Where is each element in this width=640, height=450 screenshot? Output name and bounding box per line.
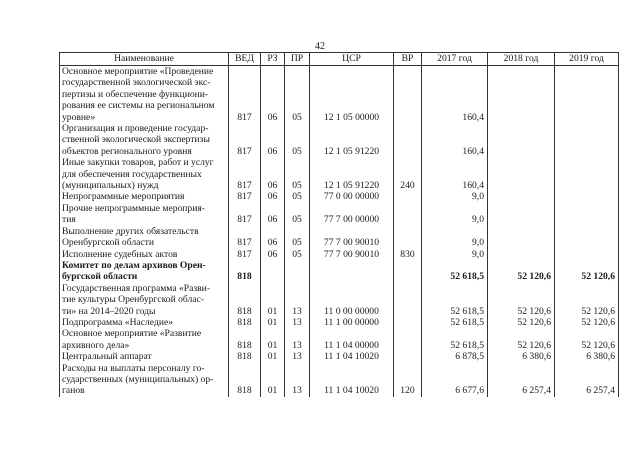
row-name-line: государственной экологической экс- xyxy=(62,77,211,89)
row-2018: 6 380,6 xyxy=(488,351,555,362)
row-2017: 9,0 xyxy=(422,191,488,202)
row-pr: 05 xyxy=(285,66,310,124)
table-row xyxy=(60,260,619,283)
row-vr xyxy=(394,351,422,362)
row-name-line: Государственная программа «Разви- xyxy=(62,282,211,294)
row-csr: 12 1 05 91220 xyxy=(310,157,394,191)
row-vr: 120 xyxy=(394,363,422,397)
row-name-line: Основное мероприятие «Развитие xyxy=(62,328,202,340)
row-csr: 12 1 05 91220 xyxy=(310,123,394,157)
row-name-line: ти» на 2014–2020 годы xyxy=(62,305,156,317)
row-2018 xyxy=(488,191,555,202)
table-row xyxy=(60,203,619,226)
row-rz: 06 xyxy=(261,191,285,202)
row-2018: 52 120,6 xyxy=(488,328,555,351)
table-row xyxy=(60,249,619,260)
row-name xyxy=(60,363,229,397)
row-rz: 06 xyxy=(261,249,285,260)
row-2019: 52 120,6 xyxy=(555,260,619,283)
row-rz: 06 xyxy=(261,123,285,157)
row-csr: 11 1 00 00000 xyxy=(310,317,394,328)
row-name-line: пертизы и обеспечение функциони- xyxy=(62,88,209,100)
row-2017: 52 618,5 xyxy=(422,328,488,351)
row-ved: 817 xyxy=(229,157,261,191)
row-vr xyxy=(394,328,422,351)
row-rz: 01 xyxy=(261,317,285,328)
row-ved: 818 xyxy=(229,328,261,351)
row-name xyxy=(60,123,229,157)
row-name-line: уровне» xyxy=(62,111,96,123)
row-csr: 11 1 04 10020 xyxy=(310,363,394,397)
row-rz: 01 xyxy=(261,363,285,397)
row-pr: 05 xyxy=(285,191,310,202)
table-header-row xyxy=(60,53,619,66)
row-name xyxy=(60,249,229,260)
table-row xyxy=(60,328,619,351)
row-2017: 9,0 xyxy=(422,249,488,260)
row-2018 xyxy=(488,123,555,157)
row-ved: 818 xyxy=(229,317,261,328)
row-vr xyxy=(394,283,422,317)
row-rz: 06 xyxy=(261,226,285,249)
row-2017: 9,0 xyxy=(422,226,488,249)
row-ved: 817 xyxy=(229,226,261,249)
row-vr xyxy=(394,123,422,157)
row-2018: 52 120,6 xyxy=(488,260,555,283)
row-name-line: Иные закупки товаров, работ и услуг xyxy=(62,157,214,169)
row-csr: 77 7 00 90010 xyxy=(310,226,394,249)
row-name xyxy=(60,328,229,351)
row-pr: 05 xyxy=(285,123,310,157)
row-name-line: Основное мероприятие «Проведение xyxy=(62,66,214,77)
table-row xyxy=(60,363,619,397)
row-name-line: ганов xyxy=(62,385,85,397)
row-vr xyxy=(394,203,422,226)
table-row xyxy=(60,226,619,249)
row-vr: 830 xyxy=(394,249,422,260)
row-2019 xyxy=(555,157,619,191)
table-row xyxy=(60,351,619,362)
row-name-line: ственной экологической экспертизы xyxy=(62,134,210,146)
row-ved: 817 xyxy=(229,249,261,260)
row-rz: 01 xyxy=(261,328,285,351)
row-name-line: объектов регионального уровня xyxy=(62,145,192,157)
row-ved: 818 xyxy=(229,260,261,283)
row-2017: 52 618,5 xyxy=(422,317,488,328)
row-2019 xyxy=(555,203,619,226)
row-rz: 01 xyxy=(261,351,285,362)
row-name xyxy=(60,351,229,362)
row-ved: 817 xyxy=(229,66,261,124)
row-2018 xyxy=(488,66,555,124)
row-name-line: Расходы на выплаты персоналу го- xyxy=(62,362,205,374)
row-name-line: рования ее системы на региональном xyxy=(62,100,215,112)
row-name-line: Выполнение других обязательств xyxy=(62,225,199,237)
table-row xyxy=(60,283,619,317)
row-vr xyxy=(394,317,422,328)
row-pr: 13 xyxy=(285,363,310,397)
table-row xyxy=(60,191,619,202)
header-pr: ПР xyxy=(285,53,310,66)
row-2019 xyxy=(555,191,619,202)
row-name xyxy=(60,203,229,226)
row-2017: 160,4 xyxy=(422,157,488,191)
row-pr: 13 xyxy=(285,328,310,351)
row-2018 xyxy=(488,226,555,249)
table-body xyxy=(60,66,619,397)
row-name xyxy=(60,317,229,328)
row-pr xyxy=(285,260,310,283)
row-name-line: Исполнение судебных актов xyxy=(62,248,178,260)
row-2017: 160,4 xyxy=(422,123,488,157)
row-vr xyxy=(394,260,422,283)
row-name-line: для обеспечения государственных xyxy=(62,168,202,180)
row-name-line: Непрограммные мероприятия xyxy=(62,191,185,203)
table-row xyxy=(60,66,619,124)
row-2018: 52 120,6 xyxy=(488,317,555,328)
row-name-line: бургской области xyxy=(62,271,138,283)
header-rz: РЗ xyxy=(261,53,285,66)
row-2017: 6 677,6 xyxy=(422,363,488,397)
row-name xyxy=(60,283,229,317)
table-row xyxy=(60,123,619,157)
header-2019: 2019 год xyxy=(555,53,619,66)
row-csr: 11 1 04 10020 xyxy=(310,351,394,362)
row-csr: 11 0 00 00000 xyxy=(310,283,394,317)
row-name-line: (муниципальных) нужд xyxy=(62,180,159,192)
header-name: Наименование xyxy=(60,53,229,66)
row-csr: 77 7 00 00000 xyxy=(310,203,394,226)
row-vr xyxy=(394,66,422,124)
row-ved: 817 xyxy=(229,123,261,157)
row-name-line: тие культуры Оренбургской облас- xyxy=(62,294,205,306)
row-2019 xyxy=(555,249,619,260)
header-ved: ВЕД xyxy=(229,53,261,66)
row-ved: 817 xyxy=(229,203,261,226)
header-2017: 2017 год xyxy=(422,53,488,66)
row-ved: 818 xyxy=(229,363,261,397)
row-pr: 05 xyxy=(285,226,310,249)
budget-table xyxy=(59,52,619,397)
row-rz: 06 xyxy=(261,157,285,191)
row-2019: 52 120,6 xyxy=(555,283,619,317)
header-csr: ЦСР xyxy=(310,53,394,66)
row-2019 xyxy=(555,226,619,249)
table-row xyxy=(60,317,619,328)
row-2018 xyxy=(488,203,555,226)
header-vr: ВР xyxy=(394,53,422,66)
row-pr: 05 xyxy=(285,203,310,226)
row-rz xyxy=(261,260,285,283)
row-name xyxy=(60,260,229,283)
row-2019: 6 380,6 xyxy=(555,351,619,362)
row-2017: 9,0 xyxy=(422,203,488,226)
row-name xyxy=(60,157,229,191)
row-2019 xyxy=(555,123,619,157)
row-rz: 06 xyxy=(261,203,285,226)
row-pr: 13 xyxy=(285,351,310,362)
row-2017: 6 878,5 xyxy=(422,351,488,362)
row-ved: 817 xyxy=(229,191,261,202)
row-vr xyxy=(394,191,422,202)
row-name-line: Комитет по делам архивов Орен- xyxy=(62,259,206,271)
row-name-line: сударственных (муниципальных) ор- xyxy=(62,373,214,385)
row-2017: 160,4 xyxy=(422,66,488,124)
row-2018: 6 257,4 xyxy=(488,363,555,397)
row-2019: 52 120,6 xyxy=(555,317,619,328)
row-pr: 13 xyxy=(285,283,310,317)
row-csr: 11 1 04 00000 xyxy=(310,328,394,351)
table-row xyxy=(60,157,619,191)
row-name-line: Прочие непрограммные мероприя- xyxy=(62,202,205,214)
row-pr: 05 xyxy=(285,249,310,260)
row-ved: 818 xyxy=(229,283,261,317)
row-2018 xyxy=(488,249,555,260)
row-csr: 12 1 05 00000 xyxy=(310,66,394,124)
row-pr: 13 xyxy=(285,317,310,328)
row-name-line: архивного дела» xyxy=(62,339,130,351)
row-csr xyxy=(310,260,394,283)
row-rz: 01 xyxy=(261,283,285,317)
page-number: 42 xyxy=(315,41,325,52)
row-name-line: Центральный аппарат xyxy=(62,351,152,363)
row-name-line: Организация и проведение государ- xyxy=(62,123,209,135)
row-rz: 06 xyxy=(261,66,285,124)
row-vr xyxy=(394,226,422,249)
row-name xyxy=(60,226,229,249)
row-csr: 77 0 00 00000 xyxy=(310,191,394,202)
row-name-line: Оренбургской области xyxy=(62,237,154,249)
row-2019 xyxy=(555,66,619,124)
row-name-line: Подпрограмма «Наследие» xyxy=(62,316,174,328)
row-2019: 6 257,4 xyxy=(555,363,619,397)
row-name-line: тия xyxy=(62,214,76,226)
row-name xyxy=(60,191,229,202)
row-2018 xyxy=(488,157,555,191)
row-2018: 52 120,6 xyxy=(488,283,555,317)
header-2018: 2018 год xyxy=(488,53,555,66)
row-ved: 818 xyxy=(229,351,261,362)
row-csr: 77 7 00 90010 xyxy=(310,249,394,260)
row-name xyxy=(60,66,229,124)
row-2017: 52 618,5 xyxy=(422,260,488,283)
row-2017: 52 618,5 xyxy=(422,283,488,317)
row-pr: 05 xyxy=(285,157,310,191)
row-vr: 240 xyxy=(394,157,422,191)
row-2019: 52 120,6 xyxy=(555,328,619,351)
